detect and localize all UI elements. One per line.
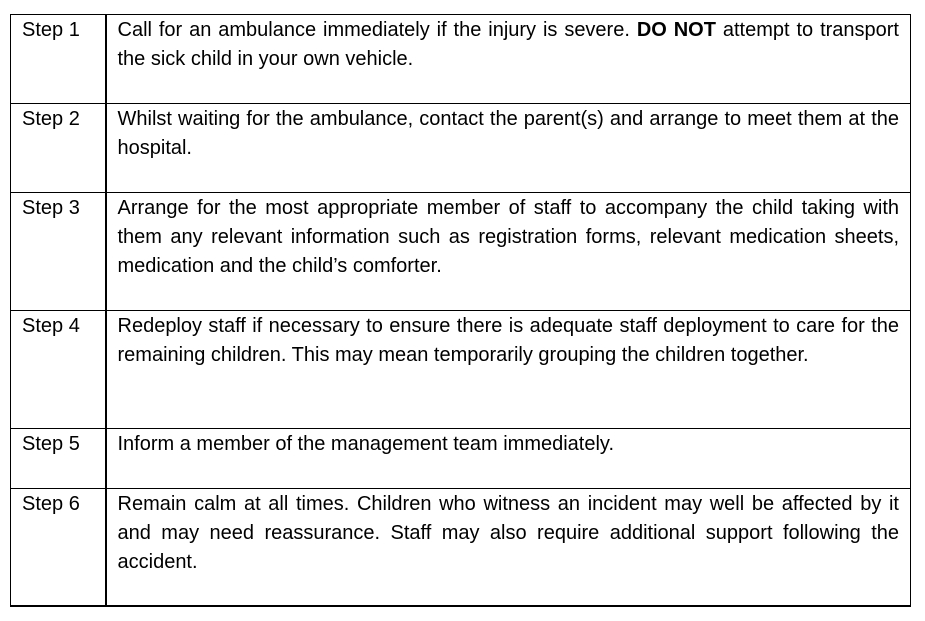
step-instruction: Remain calm at all times. Children who witness an incident may well be affected by it and may need reassurance. Staff may also require additional support following the accident. xyxy=(106,489,911,606)
step-label: Step 4 xyxy=(11,311,106,429)
step-instruction: Arrange for the most appropriate member of staff to accompany the child taking with them any relevant information such as registration forms, relevant medication sheets, medication and the child’s comforter. xyxy=(106,193,911,311)
step-text-before-bold: Call for an ambulance immediately if the injury is severe. xyxy=(117,19,637,41)
step-instruction: Inform a member of the management team immediately. xyxy=(106,429,911,489)
step-label: Step 3 xyxy=(11,193,106,311)
procedure-steps-table xyxy=(10,14,911,607)
step-label: Step 6 xyxy=(11,489,106,606)
step-row-2 xyxy=(11,104,911,193)
step-instruction xyxy=(106,15,911,104)
step-label: Step 2 xyxy=(11,104,106,193)
do-not-warning: DO NOT xyxy=(636,19,716,41)
step-label: Step 5 xyxy=(11,429,106,489)
step-row-6 xyxy=(11,489,911,606)
step-row-1 xyxy=(11,15,911,104)
step-instruction: Redeploy staff if necessary to ensure there is adequate staff deployment to care for the remaining children. This may mean temporarily grouping the children together. xyxy=(106,311,911,429)
step-text-after-bold: attempt to transport the sick child in your own vehicle. xyxy=(117,19,899,70)
step-label: Step 1 xyxy=(11,15,106,104)
step-row-4 xyxy=(11,311,911,429)
step-instruction: Whilst waiting for the ambulance, contact the parent(s) and arrange to meet them at the hospital. xyxy=(106,104,911,193)
step-row-5 xyxy=(11,429,911,489)
step-row-3 xyxy=(11,193,911,311)
